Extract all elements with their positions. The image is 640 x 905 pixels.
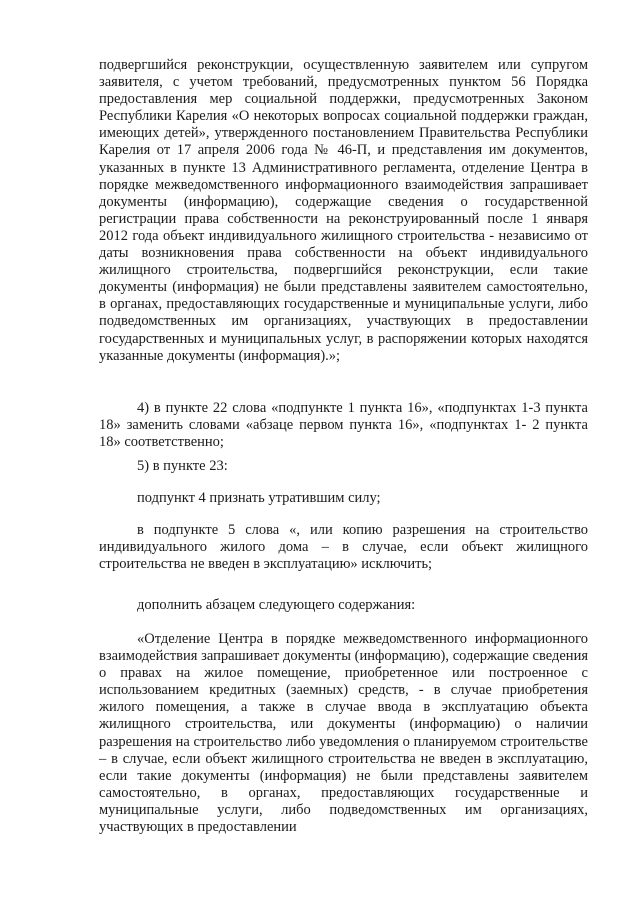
paragraph-item-4: 4) в пункте 22 слова «подпункте 1 пункта 16», «подпунктах 1-3 пункта 18» заменить словами «абзаце первом пункта 16», «подпунктах 1- 2 пункта 18» соответственно; [99, 400, 588, 451]
paragraph-item-5: 5) в пункте 23: [137, 458, 228, 474]
paragraph-continuation: подвергшийся реконструкции, осуществленную заявителем или супругом заявителя, с учетом требований, предусмотренных пунктом 56 Порядка предоставления мер социальной поддержки, предусмотренных Законом Республики Карелия «О некоторых вопросах социальной поддержки граждан, имеющих детей», утвержденного постановлением Правительства Республики Карелия от 17 апреля 2006 года № 46-П, и представления им документов, указанных в пункте 13 Административного регламента, отделение Центра в порядке межведомственного информационного взаимодействия запрашивает документы (информацию), содержащие сведения о государственной регистрации права собственности на реконструированный после 1 января 2012 года объект индивидуального жилищного строительства - независимо от даты возникновения права собственности на объект индивидуального жилищного строительства, подвергшийся реконструкции, если такие документы (информация) не были представлены заявителем самостоятельно, в органах, предоставляющих государственные и муниципальные услуги, либо подведомственных им организациях, участвующих в предоставлении государственных и муниципальных услуг, в распоряжении которых находятся указанные документы (информация).»; [99, 57, 588, 364]
paragraph-subitem-4: подпункт 4 признать утратившим силу; [137, 490, 381, 506]
paragraph-add-clause: дополнить абзацем следующего содержания: [137, 597, 416, 613]
paragraph-new-clause: «Отделение Центра в порядке межведомственного информационного взаимодействия запрашивает документы (информацию), содержащие сведения о правах на жилое помещение, приобретенное или построенное с использованием кредитных (заемных) средств, - в случае приобретения жилого помещения, а также в случае ввода в эксплуатацию объекта жилищного строительства, или документы (информацию) о наличии разрешения на строительство либо уведомления о планируемом строительстве – в случае, если объект жилищного строительства не введен в эксплуатацию, если такие документы (информация) не были представлены заявителем самостоятельно, в органах, предоставляющих государственные и муниципальные услуги, либо подведомственных им организациях, участвующих в предоставлении [99, 631, 588, 836]
paragraph-subitem-5: в подпункте 5 слова «, или копию разрешения на строительство индивидуального жилого дома – в случае, если объект жилищного строительства не введен в эксплуатацию» исключить; [99, 522, 588, 573]
